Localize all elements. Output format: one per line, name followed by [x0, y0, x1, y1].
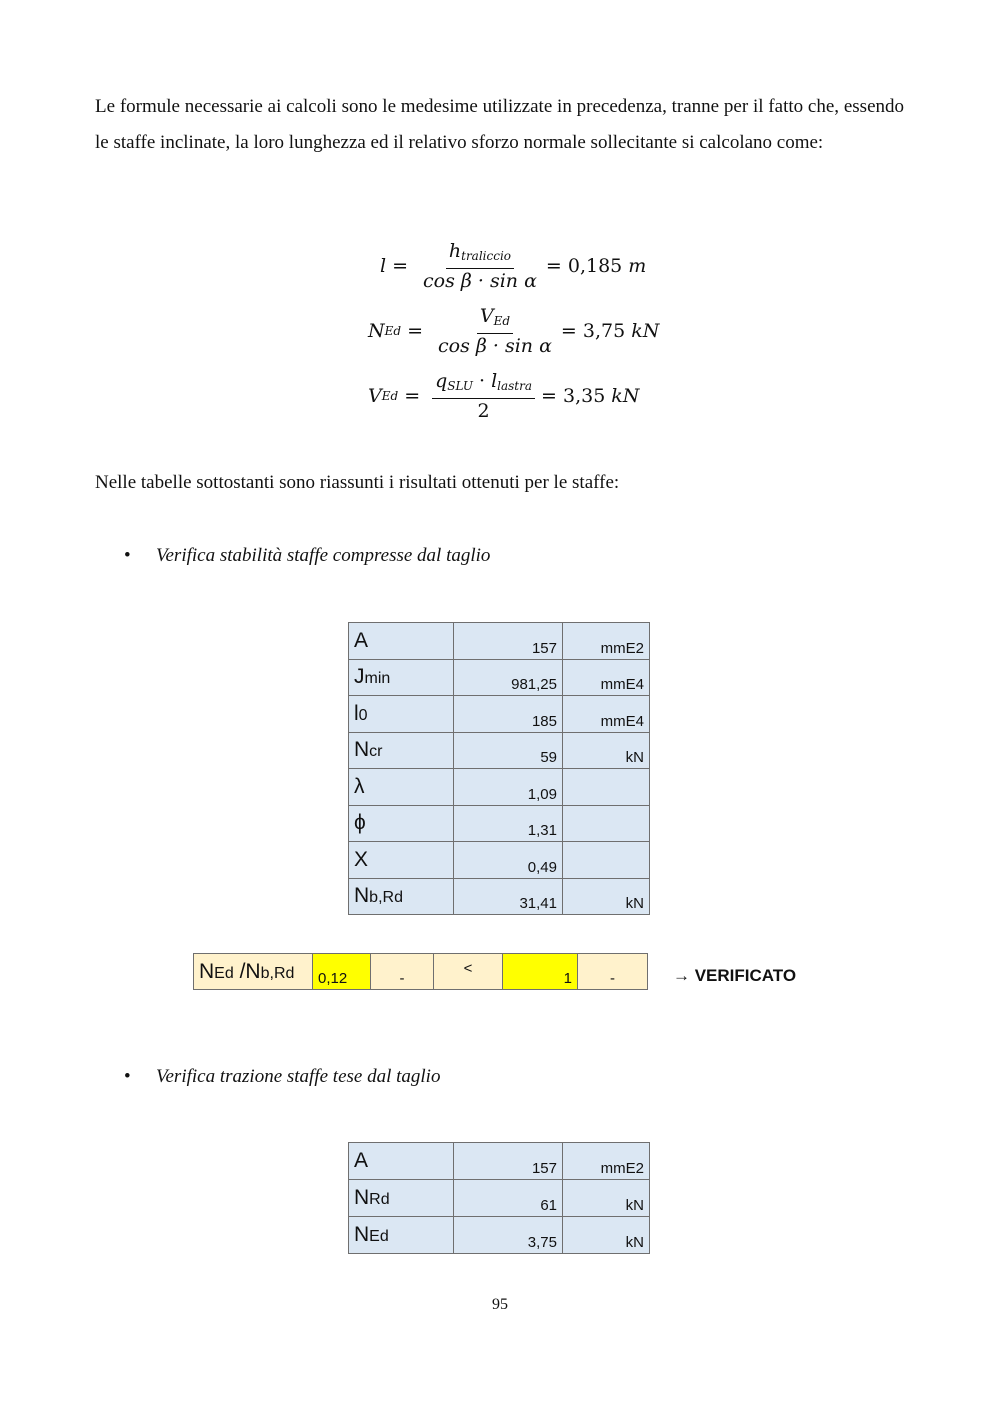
symbol-cell: A — [349, 623, 454, 660]
table-row — [349, 659, 650, 696]
symbol-cell: Nb,Rd — [349, 878, 454, 915]
stability-check-row — [193, 953, 648, 990]
value-cell: 31,41 — [454, 878, 563, 915]
symbol-cell: NEd — [349, 1217, 454, 1254]
ratio-limit: 1 — [503, 954, 578, 990]
symbol-cell: Χ — [349, 842, 454, 879]
value-cell: 59 — [454, 732, 563, 769]
ratio-dash: - — [371, 954, 434, 990]
value-cell: 61 — [454, 1180, 563, 1217]
table-row — [349, 1143, 650, 1180]
tension-table — [348, 1142, 650, 1254]
table-row — [349, 1180, 650, 1217]
table-row — [349, 842, 650, 879]
formula-length: l = $\frac{h_{traliccio}}{\text{cos β · sin α}}$ = 0,185 m — [380, 240, 647, 292]
symbol-cell: l0 — [349, 696, 454, 733]
formula-result: = 0,185 — [545, 255, 623, 277]
formula-fraction: $\frac{V_{Ed}}{\text{cos β · sin α}}$ — [438, 305, 552, 357]
unit-cell: kN — [563, 1180, 650, 1217]
symbol-cell: Ncr — [349, 732, 454, 769]
unit-cell: mmE2 — [563, 623, 650, 660]
formula-normal-force: N Ed = $\frac{V_{Ed}}{\text{cos β · sin α}}$ = 3,75 kN — [368, 305, 660, 357]
value-cell: 3,75 — [454, 1217, 563, 1254]
unit-cell: mmE4 — [563, 659, 650, 696]
unit-cell — [563, 805, 650, 842]
summary-paragraph: Nelle tabelle sottostanti sono riassunti i risultati ottenuti per le staffe: — [95, 472, 620, 493]
symbol-cell: NRd — [349, 1180, 454, 1217]
table-row — [349, 805, 650, 842]
unit-cell — [563, 842, 650, 879]
ratio-value: 0,12 — [313, 954, 371, 990]
intro-paragraph: Le formule necessarie ai calcoli sono le medesime utilizzate in precedenza, tranne per il fatto che, essendo le staffe inclinate, la loro lunghezza ed il relativo sforzo normale sollecitante si calcolano come: — [95, 96, 904, 153]
formula-unit: m — [628, 255, 647, 277]
value-cell: 1,31 — [454, 805, 563, 842]
value-cell: 185 — [454, 696, 563, 733]
unit-cell: kN — [563, 1217, 650, 1254]
formula-shear: V Ed = $\frac{q_{SLU} \cdot l_{lastra}}{2}$ = 3,35 kN — [368, 370, 640, 422]
table-row — [349, 1217, 650, 1254]
unit-cell: kN — [563, 732, 650, 769]
table-row — [349, 769, 650, 806]
stability-table — [348, 622, 650, 915]
verification-result: → VERIFICATO — [673, 966, 797, 985]
unit-cell — [563, 769, 650, 806]
formula-fraction: $\frac{q_{SLU} \cdot l_{lastra}}{2}$ — [432, 370, 535, 422]
value-cell: 1,09 — [454, 769, 563, 806]
table-row — [349, 696, 650, 733]
formula-result: = 3,75 — [560, 320, 626, 342]
value-cell: 157 — [454, 623, 563, 660]
section-heading-stability: • Verifica stabilità staffe compresse dal taglio — [124, 545, 491, 566]
table-row — [349, 732, 650, 769]
formula-fraction: $\frac{h_{traliccio}}{\text{cos β · sin α}}$ — [423, 240, 537, 292]
symbol-cell: Jmin — [349, 659, 454, 696]
formula-lhs: l — [380, 255, 387, 277]
symbol-cell: A — [349, 1143, 454, 1180]
page-number: 95 — [492, 1296, 508, 1313]
formula-result: = 3,35 — [541, 385, 606, 407]
section-heading-tension: • Verifica trazione staffe tese dal taglio — [124, 1066, 441, 1087]
symbol-cell: λ — [349, 769, 454, 806]
unit-cell: mmE2 — [563, 1143, 650, 1180]
symbol-cell: ϕ — [349, 805, 454, 842]
unit-cell: kN — [563, 878, 650, 915]
value-cell: 157 — [454, 1143, 563, 1180]
table-row — [349, 878, 650, 915]
ratio-operator: < — [434, 954, 503, 990]
ratio-label: NEd /Nb,Rd — [194, 954, 313, 990]
ratio-dash: - — [578, 954, 648, 990]
unit-cell: mmE4 — [563, 696, 650, 733]
value-cell: 981,25 — [454, 659, 563, 696]
value-cell: 0,49 — [454, 842, 563, 879]
table-row — [349, 623, 650, 660]
